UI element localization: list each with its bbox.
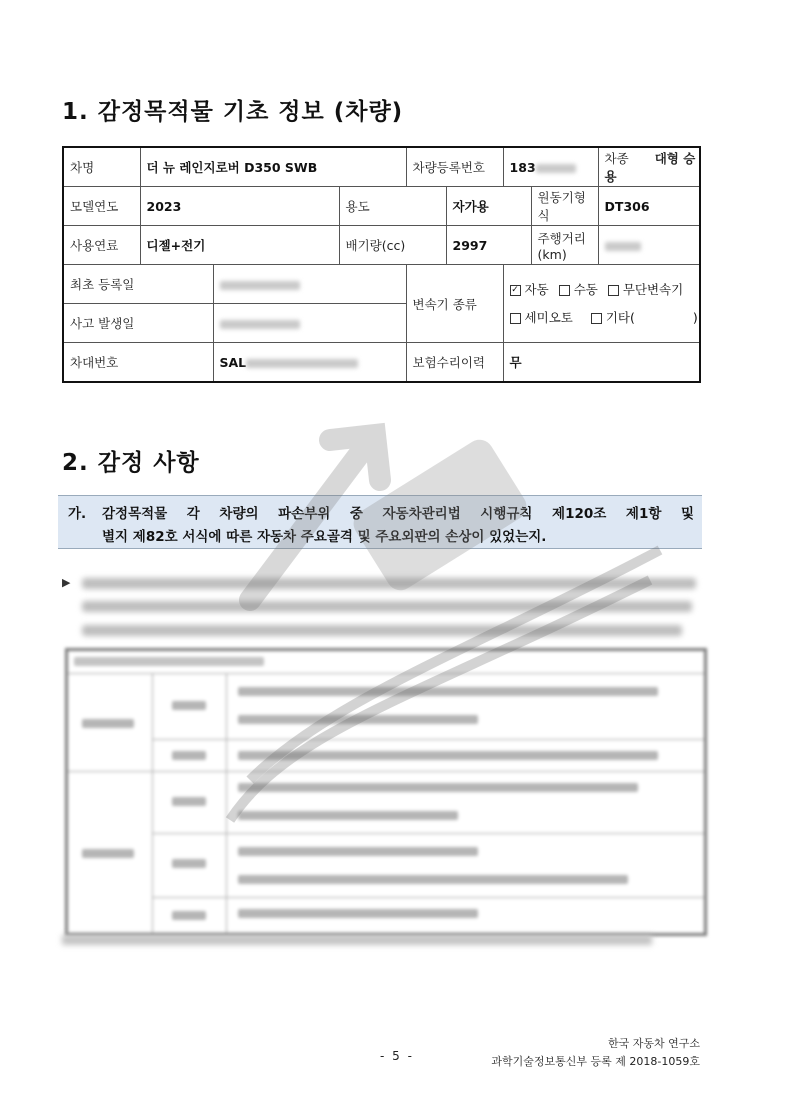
mileage-value: [598, 226, 700, 265]
trans-manual-label: 수동: [573, 281, 598, 297]
section-1-title: 1. 감정목적물 기초 정보 (차량): [62, 99, 404, 125]
vin-label: 차대번호: [63, 343, 213, 383]
usage-value: 자가용: [446, 187, 531, 226]
footer-org: 한국 자동차 연구소: [607, 1037, 700, 1050]
trans-cvt-label: 무단변속기: [622, 281, 684, 297]
reg-no-label: 차량등록번호: [406, 147, 503, 187]
displacement-label: 배기량(cc): [339, 226, 446, 265]
car-type-value: 대형 승용: [604, 151, 696, 184]
car-type-cell: [598, 147, 700, 187]
car-type-label: 차종: [604, 151, 629, 166]
vehicle-info-table: [62, 146, 701, 383]
redacted-vin: [246, 359, 358, 368]
question-callout: [58, 495, 702, 549]
accident-date-label: 사고 발생일: [63, 304, 213, 343]
trans-etc-close: ): [692, 309, 698, 325]
first-reg-value: [213, 265, 406, 304]
redacted-mileage: [605, 242, 641, 251]
etc-checkbox[interactable]: [591, 313, 602, 324]
first-reg-label: 최초 등록일: [63, 265, 213, 304]
callout-line-2: 별지 제82호 서식에 따른 자동차 주요골격 및 주요외판의 손상이 있었는지.: [102, 529, 547, 545]
page-number: - 5 -: [380, 1049, 414, 1063]
semi-auto-checkbox[interactable]: [510, 313, 521, 324]
redacted-reg-no: [536, 164, 576, 173]
redacted-damage-table: [65, 648, 707, 936]
accident-date-value: [213, 304, 406, 343]
fuel-value: 디젤+전기: [140, 226, 339, 265]
callout-marker: 가.: [68, 506, 87, 522]
model-year-value: 2023: [140, 187, 339, 226]
trans-auto-label: 자동: [524, 281, 549, 297]
callout-line-1: 감정목적물 각 차량의 파손부위 중 자동차관리법 시행규칙 제120조 제1항 및: [102, 506, 694, 522]
trans-etc-label: 기타(: [605, 309, 635, 325]
insurance-label: 보험수리이력: [406, 343, 503, 383]
mileage-label: 주행거리(km): [531, 226, 598, 265]
vin-value: SAL: [213, 343, 406, 383]
transmission-options: [503, 265, 700, 343]
redacted-first-reg: [220, 281, 300, 290]
footer-registration: 과학기술정보통신부 등록 제 2018-1059호: [491, 1055, 700, 1068]
model-year-label: 모델연도: [63, 187, 140, 226]
car-name-label: 차명: [63, 147, 140, 187]
trans-semi-label: 세미오토: [524, 309, 573, 325]
section-2-title: 2. 감정 사항: [62, 450, 200, 476]
transmission-label: 변속기 종류: [406, 265, 503, 343]
bullet-marker: ▶: [62, 576, 71, 589]
cvt-checkbox[interactable]: [608, 285, 619, 296]
fuel-label: 사용연료: [63, 226, 140, 265]
redacted-footnote: [62, 935, 652, 945]
engine-type-label: 원동기형식: [531, 187, 598, 226]
car-name-value: 더 뉴 레인지로버 D350 SWB: [140, 147, 406, 187]
reg-no-value: 183: [503, 147, 598, 187]
auto-checkbox[interactable]: ✓: [511, 284, 519, 295]
redacted-accident-date: [220, 320, 300, 329]
manual-checkbox[interactable]: [559, 285, 570, 296]
engine-type-value: DT306: [598, 187, 700, 226]
insurance-value: 무: [503, 343, 700, 383]
displacement-value: 2997: [446, 226, 531, 265]
usage-label: 용도: [339, 187, 446, 226]
